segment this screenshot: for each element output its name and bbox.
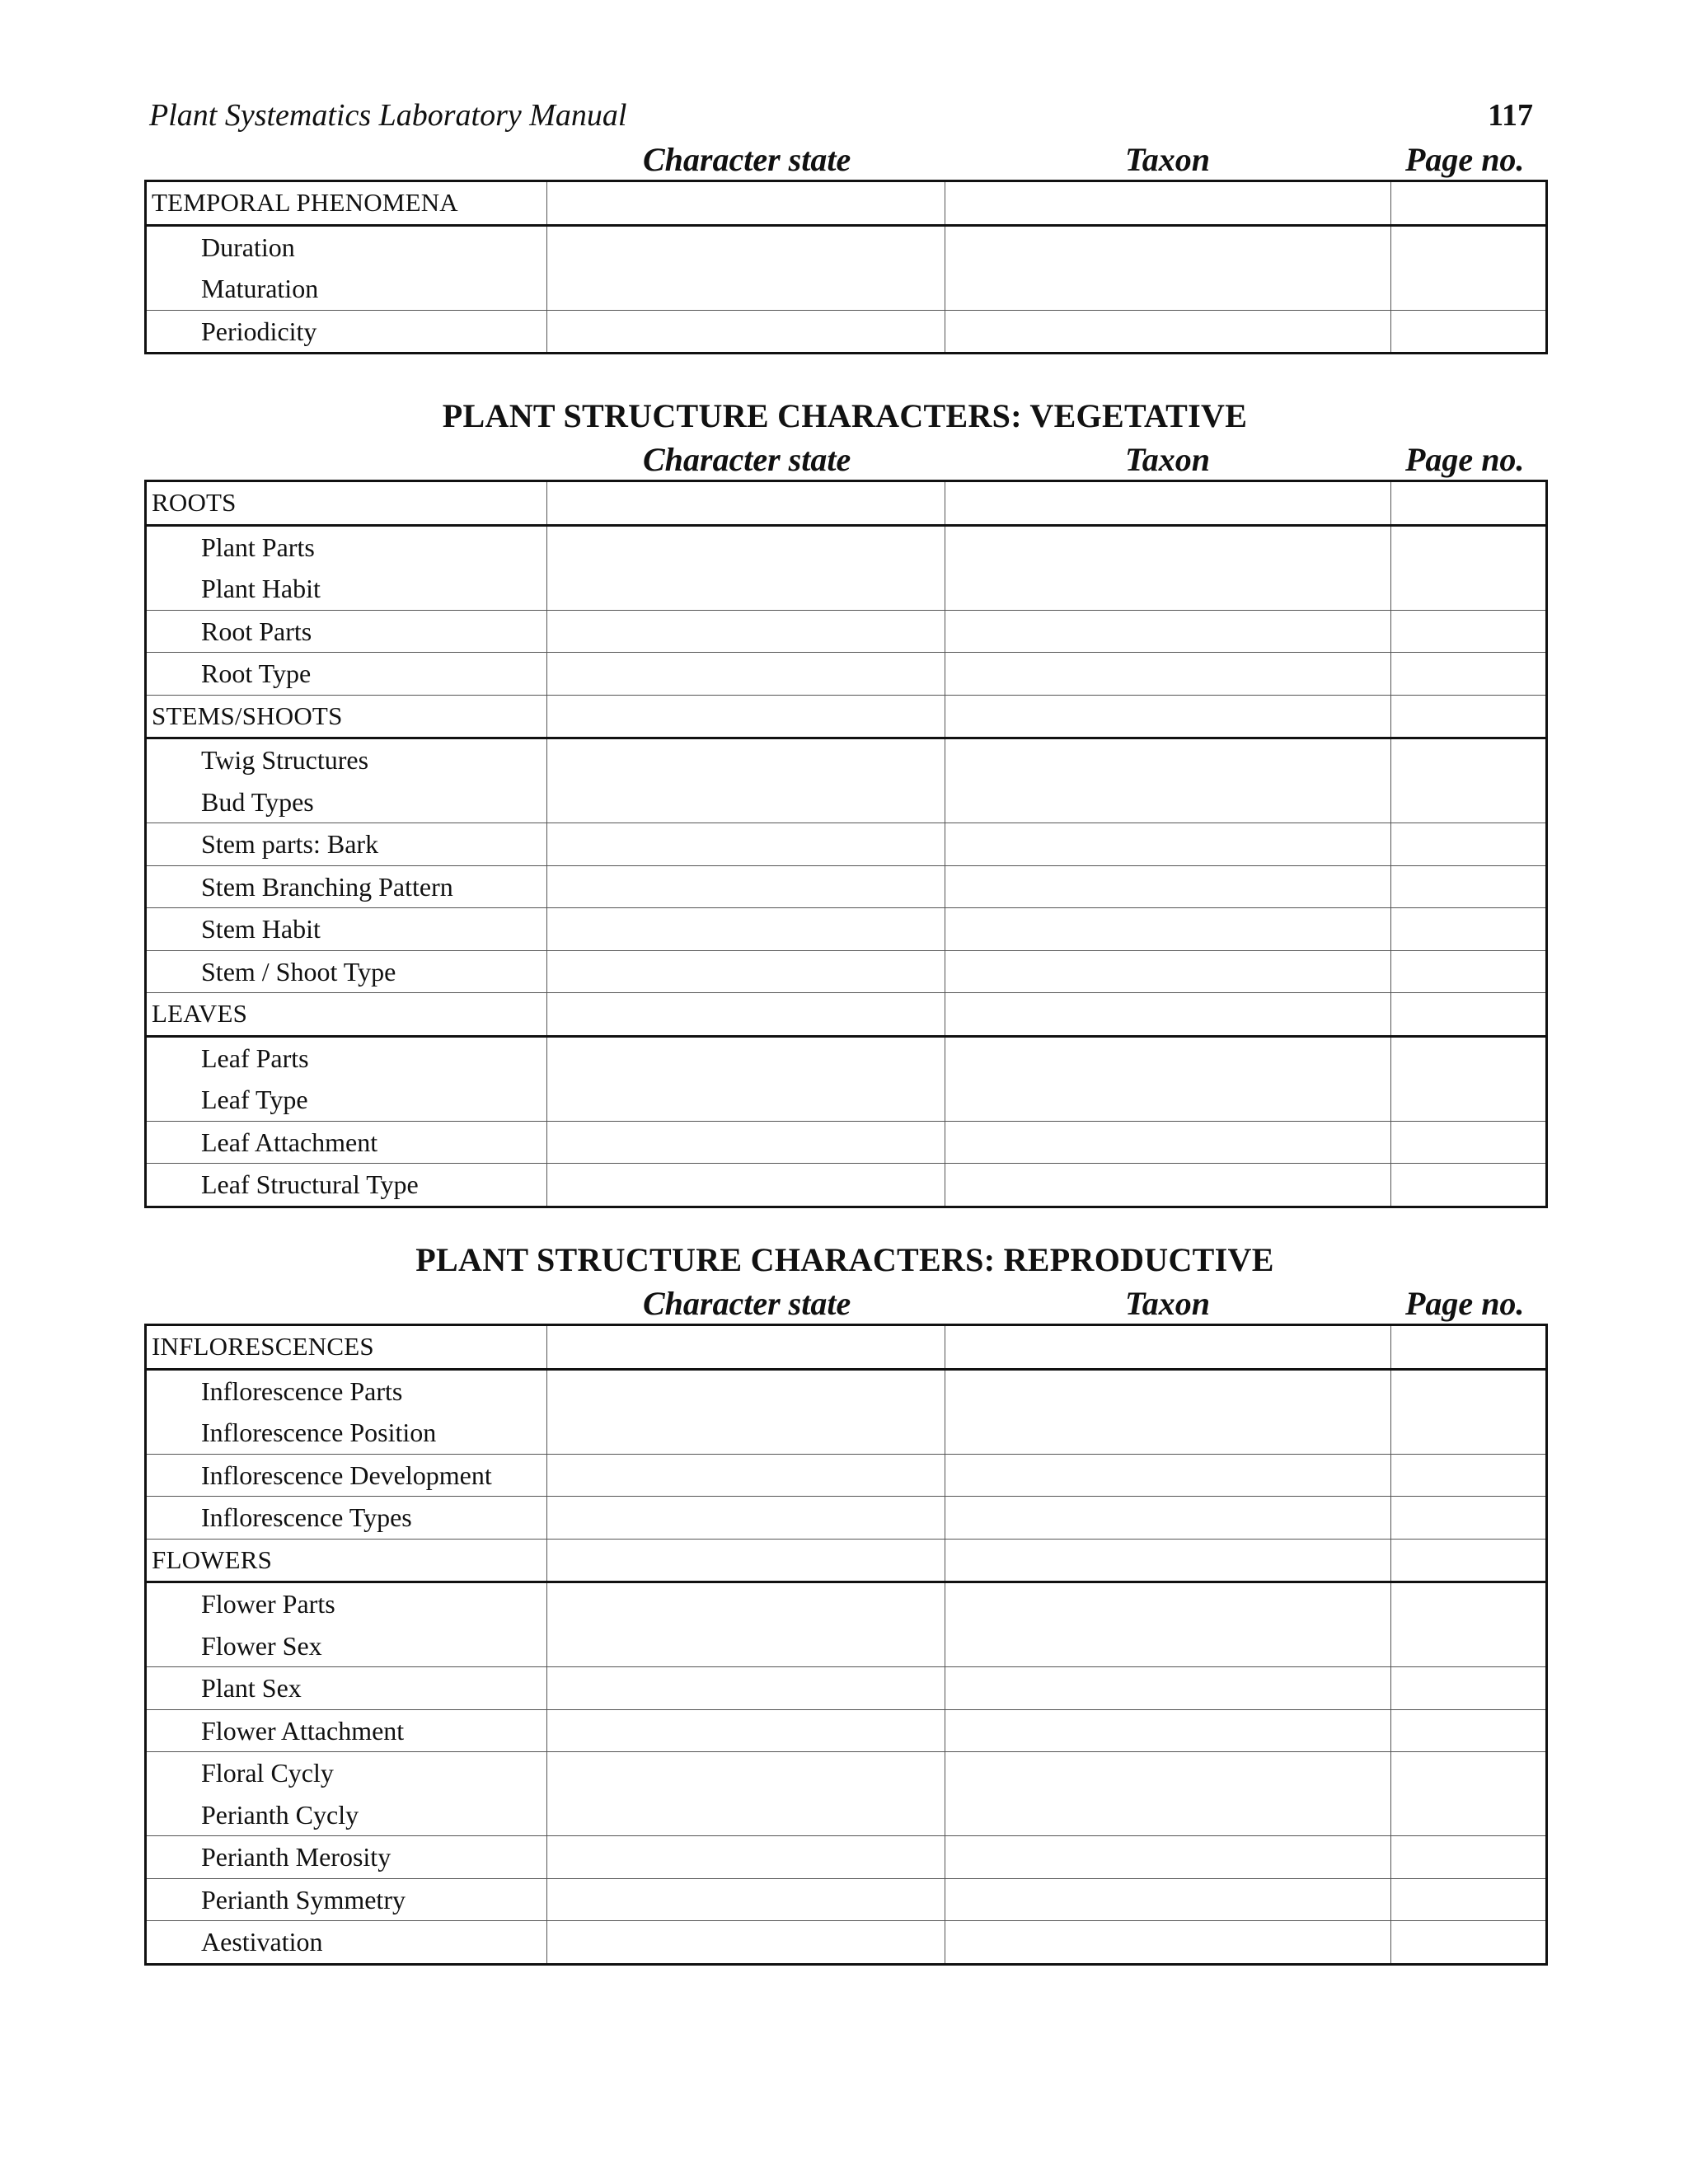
character-name: Bud Types [201,786,314,817]
character-name: Inflorescence Position [201,1418,437,1447]
page-no-cell[interactable] [1391,950,1547,993]
character-name: Aestivation [201,1927,323,1957]
taxon-cell[interactable] [945,1667,1391,1710]
taxon-cell[interactable] [945,1369,1391,1454]
character-name: Root Parts [201,616,312,646]
character-name: Leaf Type [201,1085,308,1114]
page-no-cell[interactable] [1391,525,1547,610]
page-no-cell[interactable] [1391,481,1547,526]
character-label [146,1036,547,1121]
taxon-cell[interactable] [945,1752,1391,1836]
character-label [146,610,547,653]
page-no-cell[interactable] [1391,1709,1547,1752]
table-row [146,1369,1547,1454]
page-no-cell[interactable] [1391,1454,1547,1497]
table-row [146,1921,1547,1965]
page-number: 117 [1488,98,1533,133]
character-state-cell[interactable] [547,1921,945,1965]
character-state-cell[interactable] [547,1325,945,1370]
taxon-cell[interactable] [945,653,1391,696]
character-name: Inflorescence Development [201,1460,492,1490]
character-name: Maturation [201,274,319,303]
section-title: PLANT STRUCTURE CHARACTERS: REPRODUCTIVE [415,1241,1274,1278]
character-table [144,180,1548,354]
character-state-cell[interactable] [547,653,945,696]
character-label [146,1878,547,1921]
character-state-cell[interactable] [547,1709,945,1752]
taxon-cell[interactable] [945,993,1391,1037]
character-state-cell[interactable] [547,1121,945,1164]
taxon-cell[interactable] [945,1325,1391,1370]
column-header-character-state: Character state [643,1285,851,1322]
character-state-cell[interactable] [547,225,945,310]
table-row [146,525,1547,610]
character-label [146,1454,547,1497]
character-name: Twig Structures [201,745,369,775]
character-name: Perianth Merosity [201,1842,392,1872]
table-row [146,1121,1547,1164]
column-header-character-state: Character state [643,441,851,478]
character-name: Perianth Cycly [201,1799,359,1830]
character-name: Inflorescence Parts [201,1376,403,1406]
character-state-cell[interactable] [547,908,945,951]
table-row [146,610,1547,653]
taxon-cell[interactable] [945,908,1391,951]
character-name: Leaf Attachment [201,1127,378,1157]
character-state-cell[interactable] [547,1497,945,1540]
page-no-cell[interactable] [1391,1325,1547,1370]
character-label [146,1497,547,1540]
page-no-cell[interactable] [1391,823,1547,866]
character-name: Stem Habit [201,914,321,944]
character-state-cell[interactable] [547,950,945,993]
character-state-cell[interactable] [547,1369,945,1454]
table-row [146,1036,1547,1121]
character-label [146,525,547,610]
character-table [144,1324,1548,1966]
table-row [146,1836,1547,1879]
group-heading-row [146,481,1547,526]
character-name: Plant Parts [201,532,315,562]
character-state-cell[interactable] [547,1878,945,1921]
character-label [146,225,547,310]
character-name: Plant Habit [201,574,321,603]
taxon-cell[interactable] [945,695,1391,738]
group-heading: ROOTS [146,481,547,526]
character-state-cell[interactable] [547,610,945,653]
taxon-cell[interactable] [945,1878,1391,1921]
section-temporal [144,137,1545,354]
character-label [146,1121,547,1164]
page-no-cell[interactable] [1391,1667,1547,1710]
taxon-cell[interactable] [945,738,1391,823]
character-name: Leaf Parts [201,1043,309,1073]
taxon-cell[interactable] [945,1454,1391,1497]
taxon-cell[interactable] [945,865,1391,908]
page-no-cell[interactable] [1391,310,1547,354]
character-state-cell[interactable] [547,823,945,866]
taxon-cell[interactable] [945,525,1391,610]
page-no-cell[interactable] [1391,1121,1547,1164]
group-heading: LEAVES [146,993,547,1037]
group-heading: STEMS/SHOOTS [146,695,547,738]
taxon-cell[interactable] [945,481,1391,526]
group-heading: FLOWERS [146,1539,547,1582]
character-state-cell[interactable] [547,1454,945,1497]
column-header-character-state: Character state [643,141,851,178]
page-no-cell[interactable] [1391,225,1547,310]
page-no-cell[interactable] [1391,1836,1547,1879]
column-header-page-no: Page no. [1405,141,1525,178]
character-name: Duration [201,232,295,262]
character-label [146,908,547,951]
character-label [146,310,547,354]
table-row [146,653,1547,696]
table-row [146,950,1547,993]
character-state-cell[interactable] [547,1582,945,1667]
character-name: Floral Cycly [201,1758,334,1788]
table-row [146,1164,1547,1207]
column-header-page-no: Page no. [1405,441,1525,478]
taxon-cell[interactable] [945,1582,1391,1667]
character-name: Flower Sex [201,1630,322,1661]
character-state-cell[interactable] [547,865,945,908]
group-heading-row [146,181,1547,226]
taxon-cell[interactable] [945,1121,1391,1164]
taxon-cell[interactable] [945,1036,1391,1121]
character-name: Plant Sex [201,1673,302,1703]
character-label [146,1667,547,1710]
page-no-cell[interactable] [1391,610,1547,653]
character-label [146,1369,547,1454]
page-no-cell[interactable] [1391,1036,1547,1121]
table-row [146,738,1547,823]
taxon-cell[interactable] [945,1836,1391,1879]
table-row [146,225,1547,310]
taxon-cell[interactable] [945,225,1391,310]
character-state-cell[interactable] [547,695,945,738]
character-state-cell[interactable] [547,310,945,354]
page-no-cell[interactable] [1391,993,1547,1037]
character-state-cell[interactable] [547,1539,945,1582]
column-header-taxon: Taxon [1125,141,1211,178]
column-headers [144,437,1545,480]
character-state-cell[interactable] [547,1752,945,1836]
section-title: PLANT STRUCTURE CHARACTERS: VEGETATIVE [442,397,1248,434]
page-no-cell[interactable] [1391,1582,1547,1667]
taxon-cell[interactable] [945,1921,1391,1965]
character-state-cell[interactable] [547,181,945,226]
group-heading-row [146,1325,1547,1370]
character-name: Stem parts: Bark [201,829,379,859]
character-label [146,1836,547,1879]
table-row [146,1752,1547,1836]
column-header-page-no: Page no. [1405,1285,1525,1322]
section-vegetative [144,396,1545,1208]
table-row [146,1709,1547,1752]
character-state-cell[interactable] [547,481,945,526]
group-heading-row [146,1539,1547,1582]
taxon-cell[interactable] [945,823,1391,866]
group-heading-row [146,993,1547,1037]
page-no-cell[interactable] [1391,738,1547,823]
character-label [146,738,547,823]
character-state-cell[interactable] [547,1836,945,1879]
character-name: Perianth Symmetry [201,1884,406,1915]
character-name: Stem Branching Pattern [201,871,453,902]
taxon-cell[interactable] [945,1709,1391,1752]
character-label [146,1752,547,1836]
page-no-cell[interactable] [1391,865,1547,908]
character-name: Inflorescence Types [201,1502,412,1532]
character-label [146,1164,547,1207]
page-no-cell[interactable] [1391,1539,1547,1582]
taxon-cell[interactable] [945,1164,1391,1207]
column-headers [144,1281,1545,1324]
page-no-cell[interactable] [1391,181,1547,226]
table-row [146,823,1547,866]
character-name: Leaf Structural Type [201,1169,419,1199]
page-no-cell[interactable] [1391,1497,1547,1540]
table-row [146,1454,1547,1497]
book-title: Plant Systematics Laboratory Manual [149,98,627,133]
character-label [146,950,547,993]
character-state-cell[interactable] [547,738,945,823]
page-no-cell[interactable] [1391,908,1547,951]
page-no-cell[interactable] [1391,653,1547,696]
character-state-cell[interactable] [547,1164,945,1207]
table-row [146,865,1547,908]
character-label [146,1709,547,1752]
character-state-cell[interactable] [547,1667,945,1710]
character-label [146,1582,547,1667]
running-head [149,97,1533,134]
group-heading: TEMPORAL PHENOMENA [146,181,547,226]
group-heading: INFLORESCENCES [146,1325,547,1370]
character-label [146,823,547,866]
table-row [146,1582,1547,1667]
page-no-cell[interactable] [1391,695,1547,738]
section-reproductive [144,1240,1545,1966]
character-state-cell[interactable] [547,1036,945,1121]
character-name: Periodicity [201,316,317,346]
table-row [146,1667,1547,1710]
table-row [146,1497,1547,1540]
character-state-cell[interactable] [547,525,945,610]
character-label [146,865,547,908]
taxon-cell[interactable] [945,950,1391,993]
character-name: Flower Parts [201,1589,335,1619]
page-no-cell[interactable] [1391,1164,1547,1207]
taxon-cell[interactable] [945,1497,1391,1540]
character-state-cell[interactable] [547,993,945,1037]
character-label [146,653,547,696]
character-label [146,1921,547,1965]
character-name: Stem / Shoot Type [201,956,396,987]
column-header-taxon: Taxon [1125,441,1211,478]
taxon-cell[interactable] [945,310,1391,354]
page-no-cell[interactable] [1391,1921,1547,1965]
page-no-cell[interactable] [1391,1752,1547,1836]
table-row [146,1878,1547,1921]
character-table [144,480,1548,1208]
group-heading-row [146,695,1547,738]
table-row [146,908,1547,951]
page-no-cell[interactable] [1391,1878,1547,1921]
table-row [146,310,1547,354]
column-header-taxon: Taxon [1125,1285,1211,1322]
character-name: Flower Attachment [201,1715,405,1746]
taxon-cell[interactable] [945,181,1391,226]
page-no-cell[interactable] [1391,1369,1547,1454]
character-name: Root Type [201,658,312,688]
taxon-cell[interactable] [945,1539,1391,1582]
taxon-cell[interactable] [945,610,1391,653]
column-headers [144,137,1545,180]
